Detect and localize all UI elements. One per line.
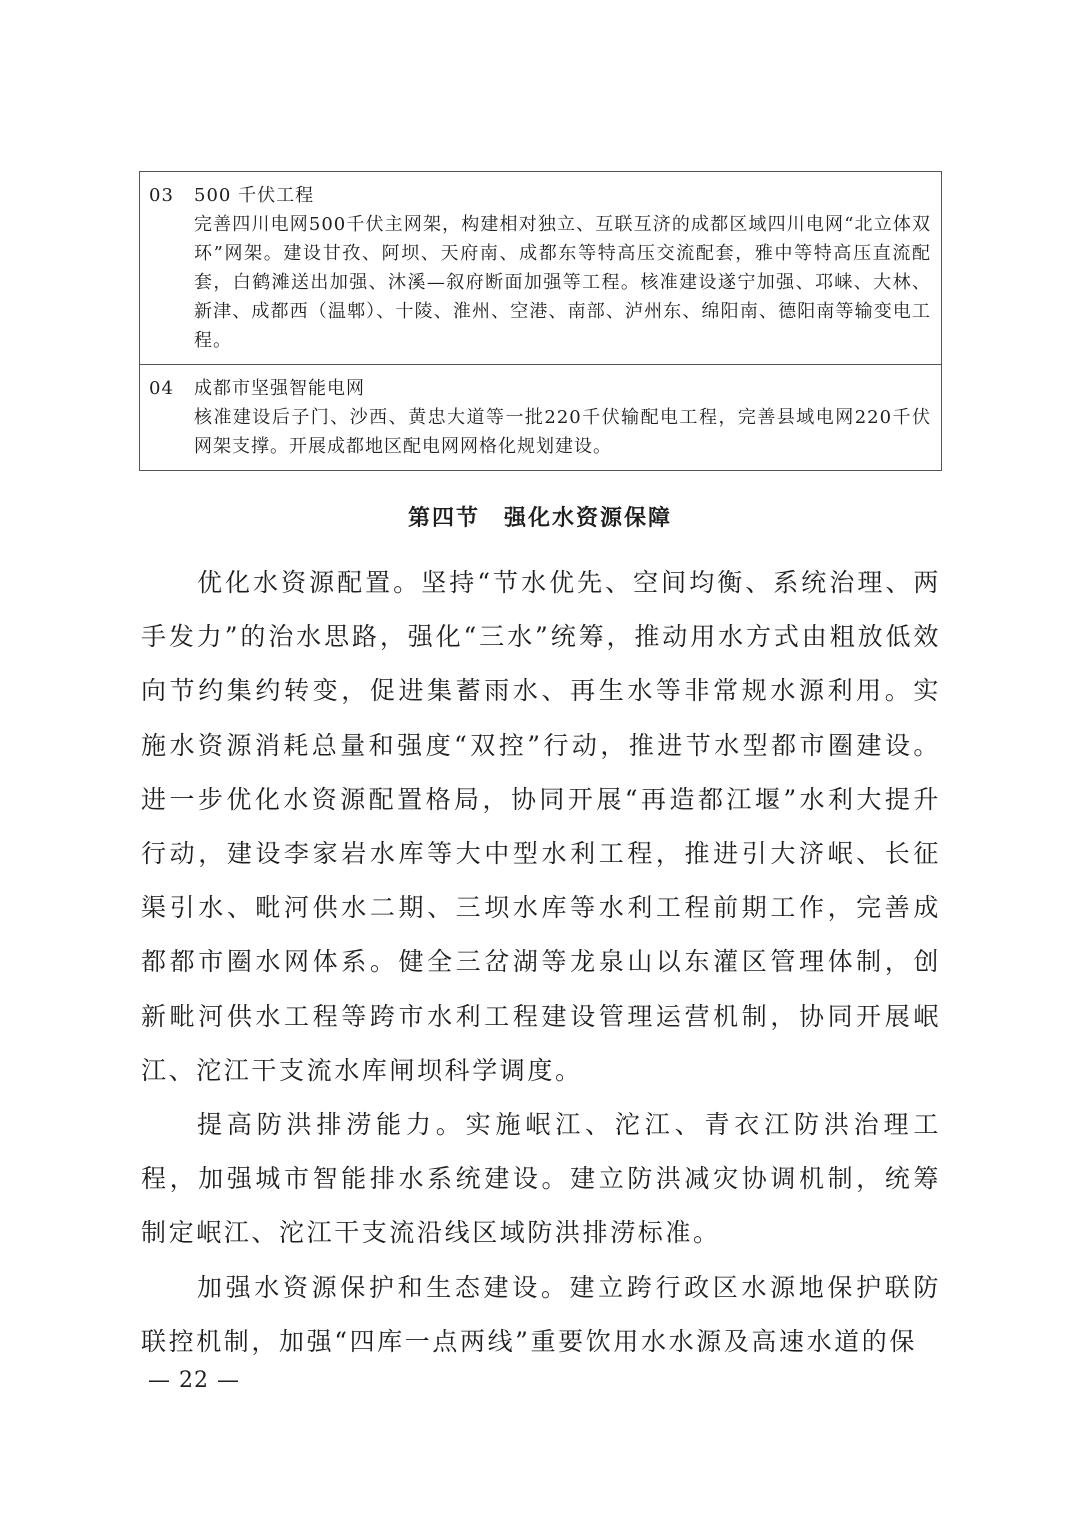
page-number: — 22 — — [148, 1368, 240, 1393]
paragraph: 提高防洪排涝能力。实施岷江、沱江、青衣江防洪治理工程，加强城市智能排水系统建设。建立防洪减灾协调机制，统筹制定岷江、沱江干支流沿线区域防洪排涝标准。 — [141, 1110, 941, 1248]
row-title: 500 千伏工程 — [194, 185, 315, 206]
row-body: 完善四川电网500千伏主网架，构建相对独立、互联互济的成都区域四川电网“北立体双环”网架。建设甘孜、阿坝、天府南、成都东等特高压交流配套，雅中等特高压直流配套，白鹤滩送出加强、沐溪—叙府断面加强等工程。核准建设遂宁加强、邛崃、大林、新津、成都西（温郫）、十陵、淮州、空港、南部、泸州东、绵阳南、德阳南等输变电工程。 — [194, 214, 931, 351]
paragraph: 优化水资源配置。坚持“节水优先、空间均衡、系统治理、两手发力”的治水思路，强化“三水”统筹，推动用水方式由粗放低效向节约集约转变，促进集蓄雨水、再生水等非常规水源利用。实施水资源消耗总量和强度“双控”行动，推进节水型都市圈建设。进一步优化水资源配置格局，协同开展“再造都江堰”水利大提升行动，建设李家岩水库等大中型水利工程，推进引大济岷、长征渠引水、毗河供水二期、三坝水库等水利工程前期工作，完善成都都市圈水网体系。健全三岔湖等龙泉山以东灌区管理体制，创新毗河供水工程等跨市水利工程建设管理运营机制，协同开展岷江、沱江干支流水库闸坝科学调度。 — [141, 568, 941, 1085]
row-number: 03 — [149, 185, 174, 206]
paragraph: 加强水资源保护和生态建设。建立跨行政区水源地保护联防联控机制，加强“四库一点两线”重要饮用水水源及高速水道的保 — [141, 1272, 941, 1356]
row-body: 核准建设后子门、沙西、黄忠大道等一批220千伏输配电工程，完善县域电网220千伏网架支撑。开展成都地区配电网网格化规划建设。 — [194, 407, 931, 457]
table-row — [140, 364, 941, 470]
row-number: 04 — [149, 378, 174, 399]
body-text — [141, 556, 941, 1369]
row-title: 成都市坚强智能电网 — [194, 378, 365, 399]
project-table — [139, 171, 942, 471]
table-row — [140, 172, 941, 364]
section-heading: 第四节 强化水资源保障 — [407, 506, 672, 531]
